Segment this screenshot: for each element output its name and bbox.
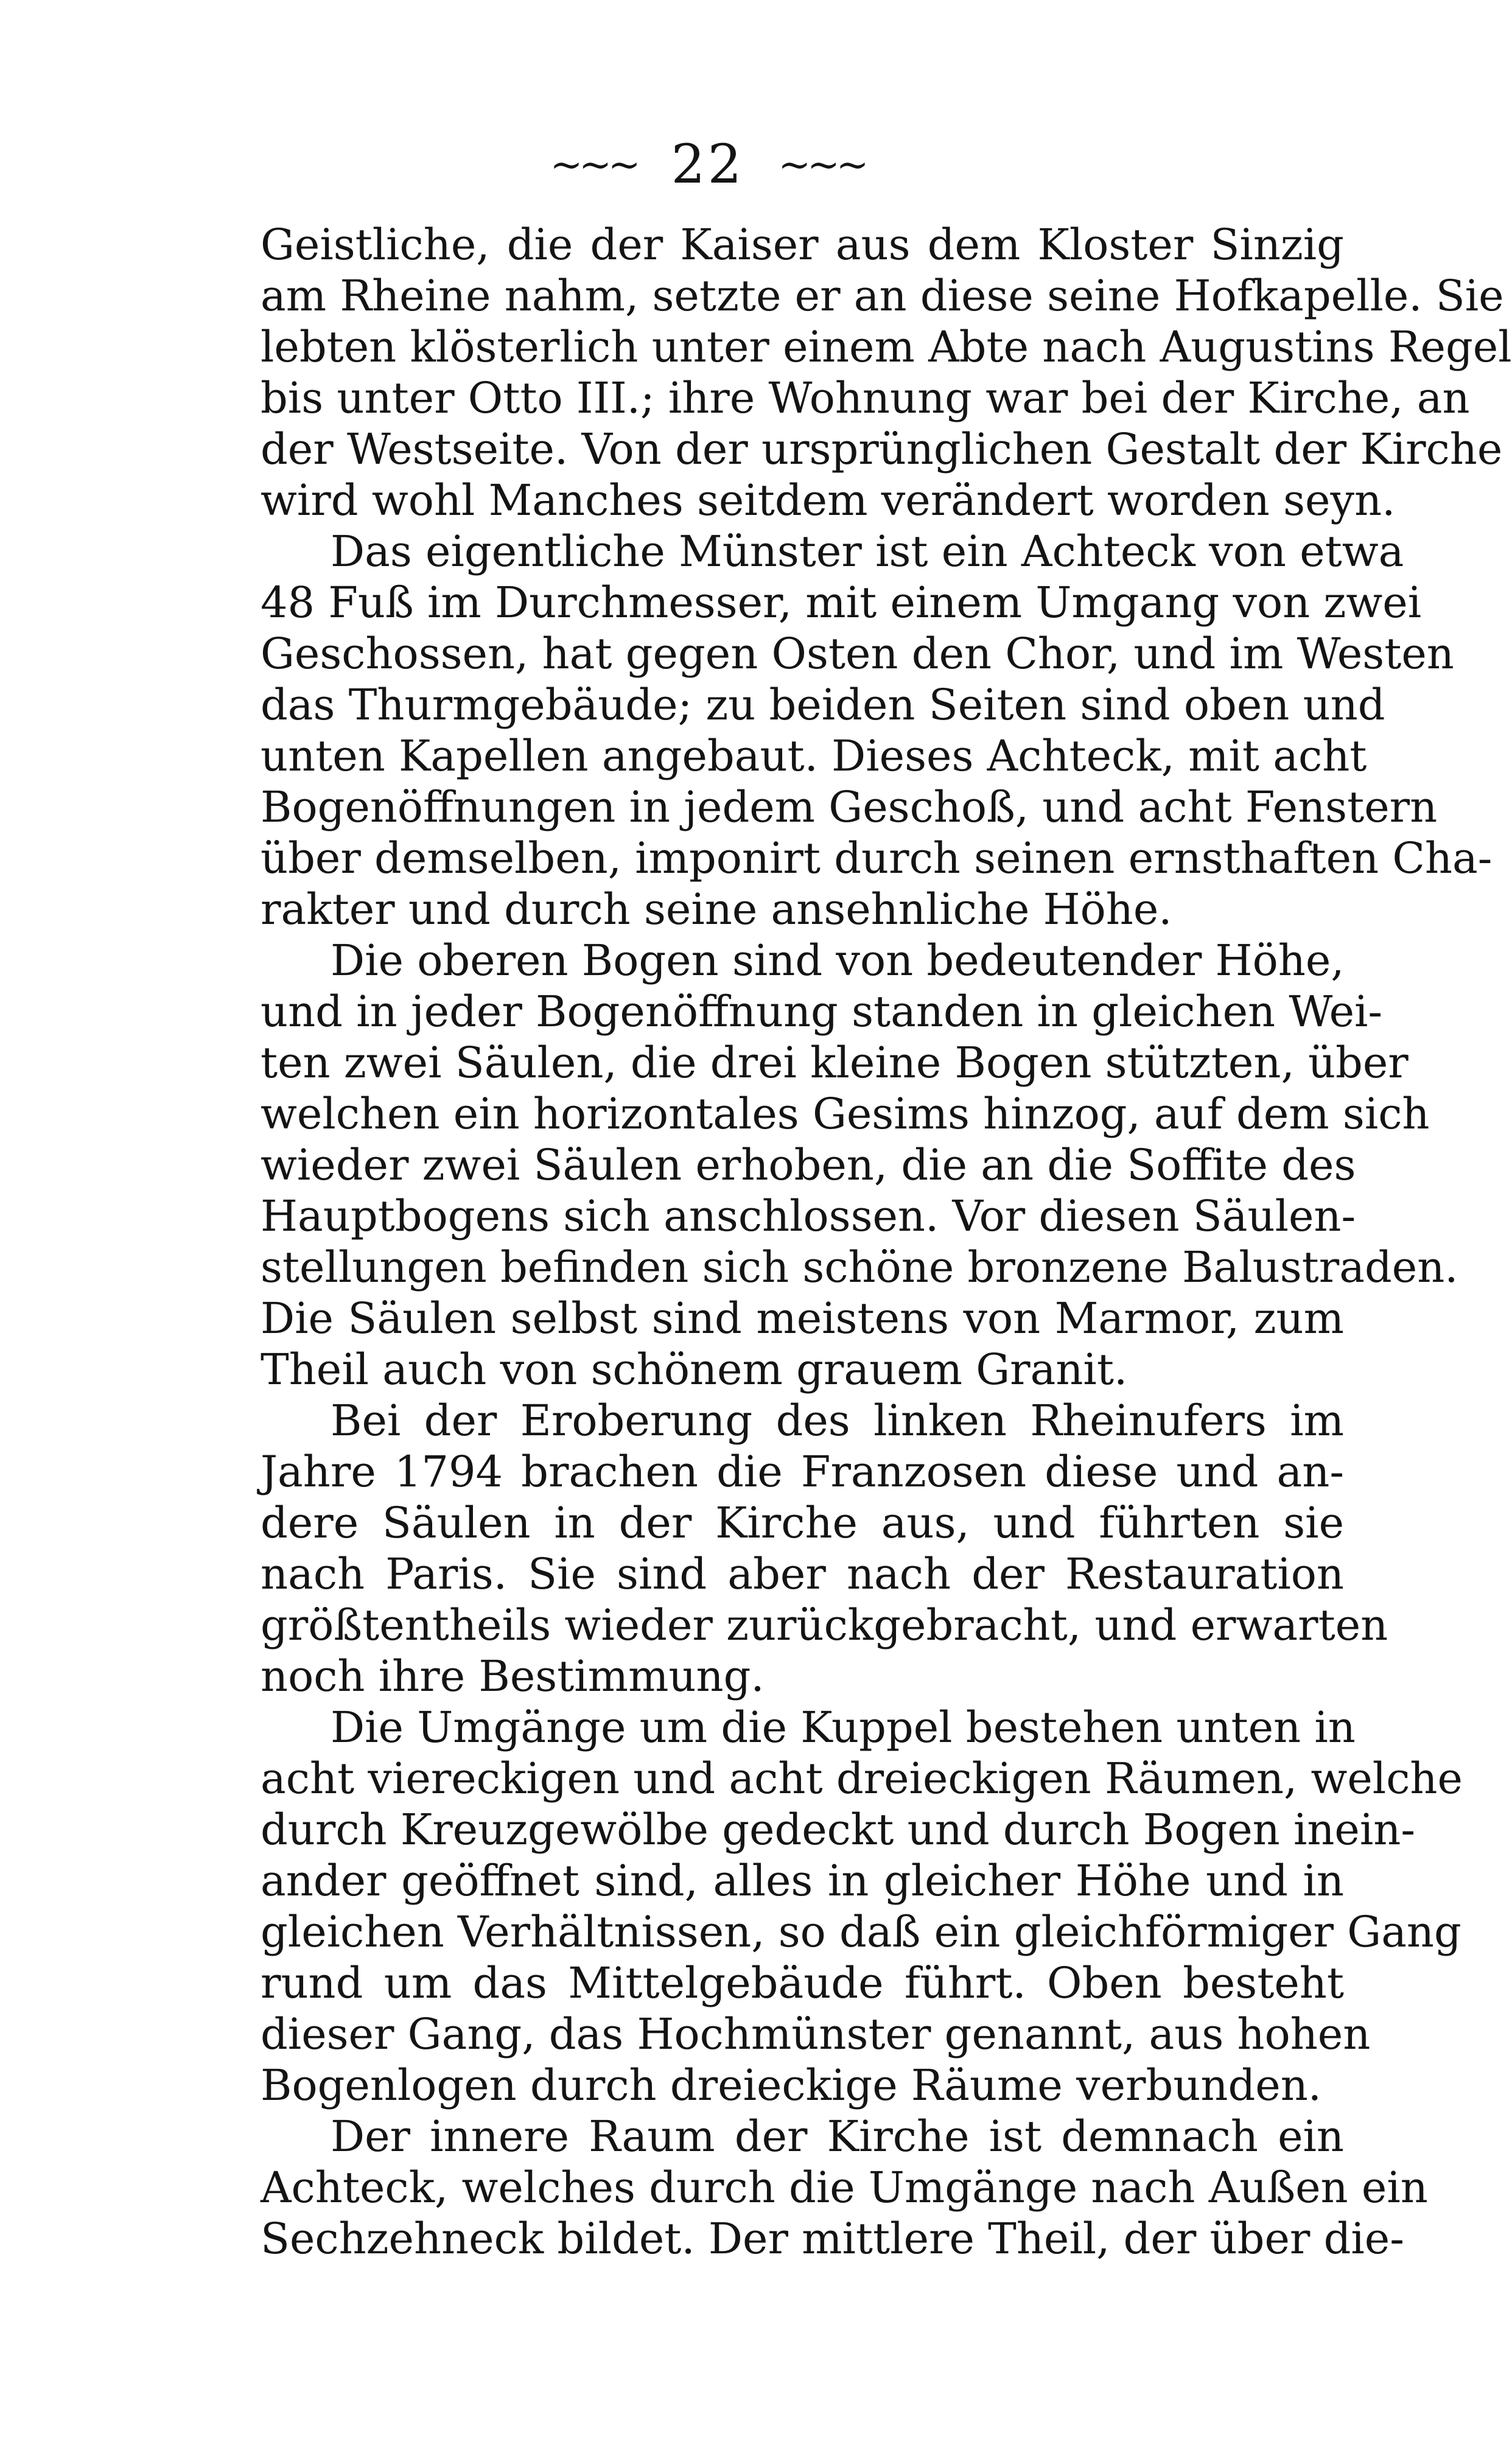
text-line: gleichen Verhältnissen, so daß ein gleichförmiger Gang <box>261 1907 1461 1957</box>
text-line: Bogenlogen durch dreieckige Räume verbunden. <box>261 2060 1322 2110</box>
text-line: Bogenöffnungen in jedem Geschoß, und acht Fenstern <box>261 782 1438 832</box>
text-line: welchen ein horizontales Gesims hinzog, auf dem sich <box>261 1089 1430 1139</box>
text-line: bis unter Otto III.; ihre Wohnung war bei der Kirche, an <box>261 373 1470 423</box>
text-line: Achteck, welches durch die Umgänge nach Außen ein <box>261 2163 1428 2213</box>
text-line: nach Paris. Sie sind aber nach der Restauration <box>261 1549 1344 1599</box>
text-line: Die Umgänge um die Kuppel bestehen unten in <box>331 1702 1356 1752</box>
text-line: lebten klösterlich unter einem Abte nach Augustins Regel <box>261 322 1512 372</box>
text-line: Bei der Eroberung des linken Rheinufers im <box>331 1396 1344 1446</box>
header-ornament-right: ~~~ <box>778 142 866 187</box>
text-line: Die Säulen selbst sind meistens von Marmor, zum <box>261 1293 1344 1343</box>
text-line: Der innere Raum der Kirche ist demnach ein <box>331 2111 1344 2161</box>
page-header <box>0 131 1415 198</box>
text-line: dieser Gang, das Hochmünster genannt, aus hohen <box>261 2009 1371 2059</box>
text-line: stellungen befinden sich schöne bronzene Balustraden. <box>261 1242 1458 1292</box>
text-line: 48 Fuß im Durchmesser, mit einem Umgang von zwei <box>261 578 1422 628</box>
text-line: Jahre 1794 brachen die Franzosen diese und an- <box>261 1447 1344 1497</box>
text-line: ander geöffnet sind, alles in gleicher Höhe und in <box>261 1856 1344 1906</box>
header-ornament-left: ~~~ <box>550 142 637 187</box>
text-line: und in jeder Bogenöffnung standen in gleichen Wei- <box>261 987 1383 1037</box>
text-line: Sechzehneck bildet. Der mittlere Theil, der über die- <box>261 2214 1404 2264</box>
text-line: Die oberen Bogen sind von bedeutender Höhe, <box>331 936 1345 985</box>
text-line: noch ihre Bestimmung. <box>261 1651 765 1701</box>
text-line: Geschossen, hat gegen Osten den Chor, und im Westen <box>261 629 1454 679</box>
text-line: unten Kapellen angebaut. Dieses Achteck, mit acht <box>261 731 1367 781</box>
text-line: rund um das Mittelgebäude führt. Oben besteht <box>261 1958 1344 2008</box>
text-line: acht viereckigen und acht dreieckigen Räumen, welche <box>261 1754 1463 1804</box>
text-line: der Westseite. Von der ursprünglichen Gestalt der Kirche <box>261 424 1503 474</box>
text-line: wird wohl Manches seitdem verändert worden seyn. <box>261 475 1396 525</box>
text-line: rakter und durch seine ansehnliche Höhe. <box>261 884 1172 934</box>
text-line: über demselben, imponirt durch seinen ernsthaften Cha- <box>261 833 1493 883</box>
text-line: das Thurmgebäude; zu beiden Seiten sind oben und <box>261 680 1385 730</box>
text-line: am Rheine nahm, setzte er an diese seine Hofkapelle. Sie <box>261 271 1504 321</box>
text-line: ten zwei Säulen, die drei kleine Bogen stützten, über <box>261 1038 1409 1088</box>
text-line: Das eigentliche Münster ist ein Achteck von etwa <box>331 527 1404 576</box>
text-line: Hauptbogens sich anschlossen. Vor diesen Säulen- <box>261 1191 1356 1241</box>
text-line: größtentheils wieder zurückgebracht, und erwarten <box>261 1600 1388 1650</box>
page-number: 22 <box>671 133 744 195</box>
text-line: dere Säulen in der Kirche aus, und führten sie <box>261 1498 1344 1548</box>
text-line: Geistliche, die der Kaiser aus dem Kloster Sinzig <box>261 220 1344 270</box>
body-text <box>261 219 1512 2264</box>
text-line: wieder zwei Säulen erhoben, die an die Soffite des <box>261 1140 1356 1190</box>
text-line: Theil auch von schönem grauem Granit. <box>261 1345 1128 1394</box>
text-line: durch Kreuzgewölbe gedeckt und durch Bogen inein- <box>261 1805 1415 1855</box>
